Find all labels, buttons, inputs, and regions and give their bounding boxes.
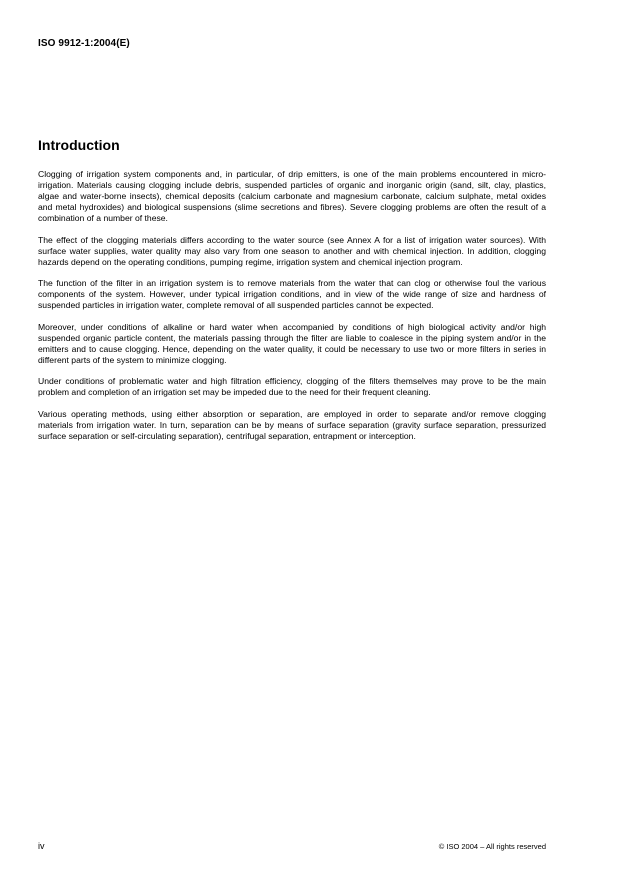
- copyright-notice: © ISO 2004 – All rights reserved: [438, 842, 546, 851]
- section-title: Introduction: [38, 137, 120, 153]
- paragraph-filter-clogging: Under conditions of problematic water and high filtration efficiency, clogging of the filters themselves may prove to be the main problem and completion of an irrigation set may be impeded due to the need for their frequent cleaning.: [38, 376, 546, 397]
- paragraph-filter-function: The function of the filter in an irrigation system is to remove materials from the water that can clog or otherwise foul the various components of the system. However, under typical irrigation conditions, and in view of the wide range of size and hardness of suspended particles in irrigation water, complete removal of all suspended particles cannot be expected.: [38, 278, 546, 310]
- page-number: iv: [38, 841, 45, 851]
- document-identifier: ISO 9912-1:2004(E): [38, 38, 130, 49]
- paragraph-hard-water: Moreover, under conditions of alkaline or hard water when accompanied by conditions of high biological activity and/or high suspended organic particle content, the materials passing through the filter are liable to coalesce in the piping system and/or in the emitters and to cause clogging. Hence, depending on the water quality, it could be necessary to use two or more filters in series in different parts of the system to minimize clogging.: [38, 321, 546, 365]
- introduction-body: [38, 169, 546, 452]
- paragraph-operating-methods: Various operating methods, using either absorption or separation, are employed in order to separate and/or remove clogging materials from irrigation water. In turn, separation can be by means of surface separation (gravity surface separation, pressurized surface separation or self-circulating separation), centrifugal separation, entrapment or interception.: [38, 408, 546, 441]
- paragraph-water-source: The effect of the clogging materials differs according to the water source (see Annex A for a list of irrigation water sources). With surface water supplies, water quality may also vary from one season to another and with chemical injection. In addition, clogging hazards depend on the operating conditions, pumping regime, irrigation system and chemical injection program.: [38, 234, 546, 267]
- paragraph-clogging-causes: Clogging of irrigation system components and, in particular, of drip emitters, is one of the main problems encountered in micro-irrigation. Materials causing clogging include debris, suspended particles of organic and inorganic origin (sand, silt, clay, plastics, algae and water-borne insects), chemical deposits (calcium carbonate and magnesium carbonate, calcium sulphate, metal oxides and metal hydroxides) and biological suspensions (slime secretions and fibres). Severe clogging problems are often the result of a combination of a number of these.: [38, 169, 546, 223]
